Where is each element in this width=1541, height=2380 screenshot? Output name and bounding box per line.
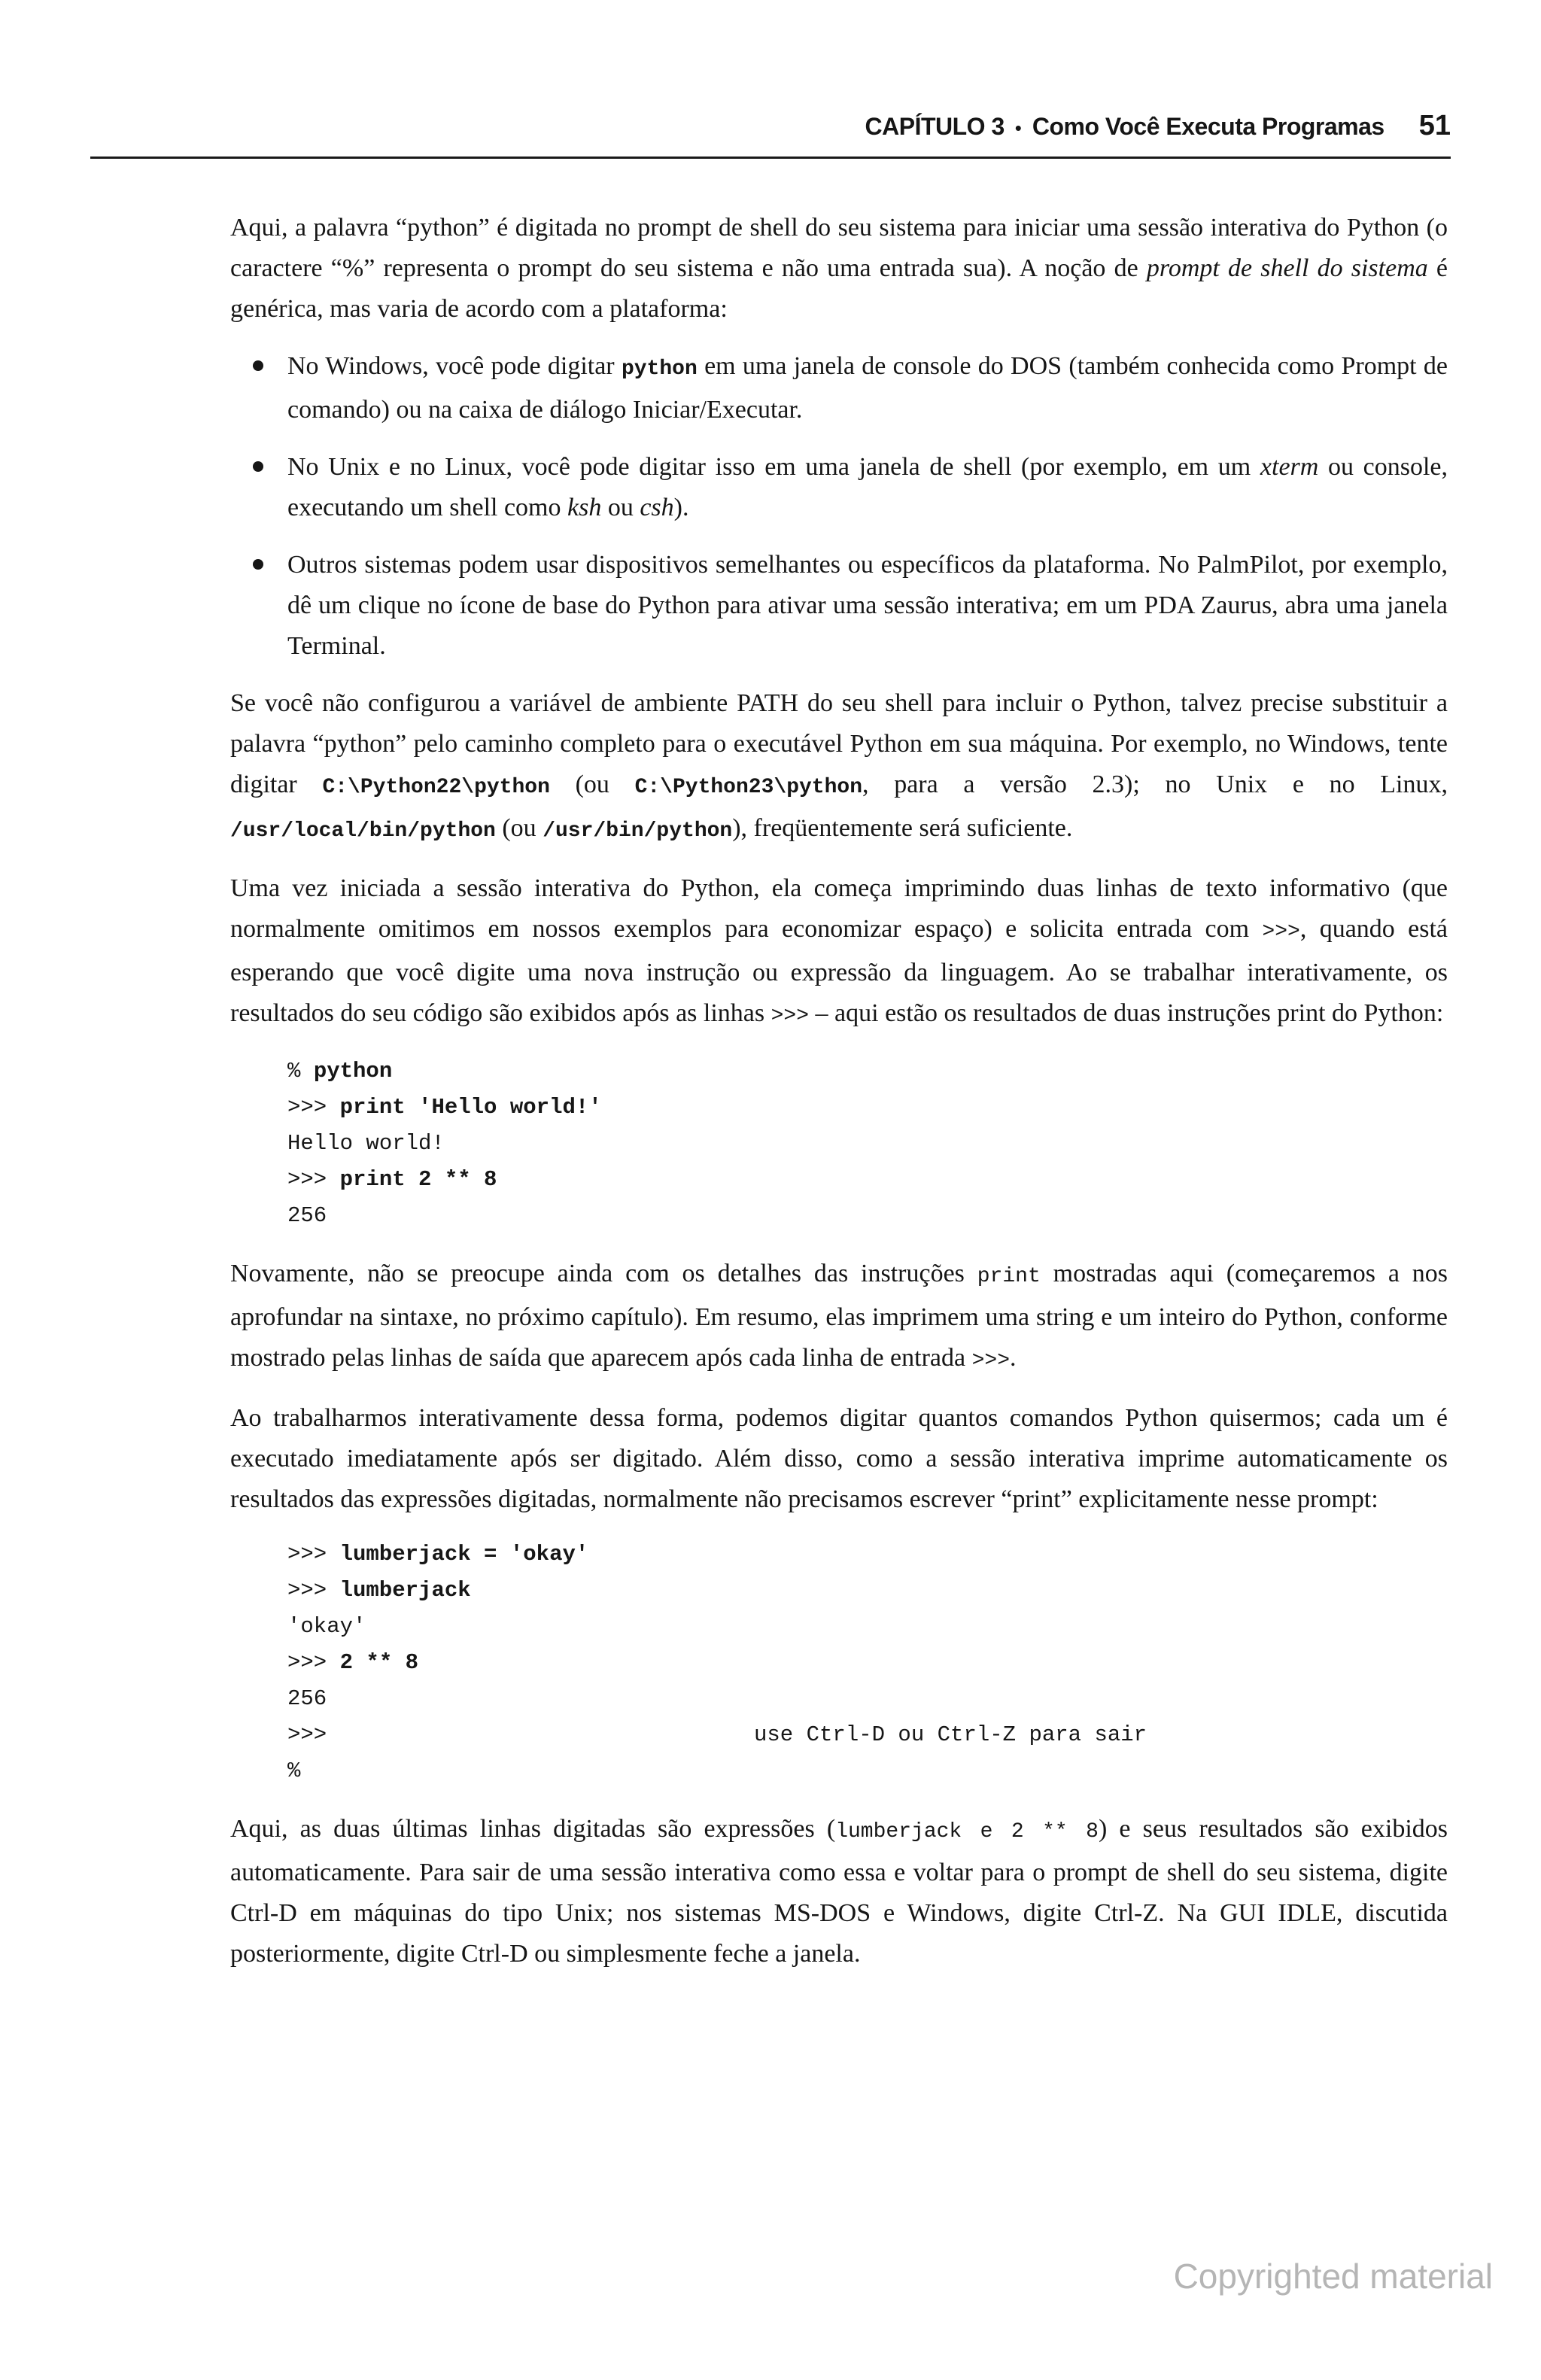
text-run: – aqui estão os resultados de duas instruções print do Python: xyxy=(809,999,1444,1027)
list-item-unix xyxy=(230,447,1448,528)
code-line xyxy=(287,1053,1448,1090)
text-run: Uma vez iniciada a sessão interativa do Python, ela começa imprimindo duas linhas de texto informativo (que normalmente omitimos em nossos exemplos para economizar espaço) e solicita entrada com xyxy=(230,874,1448,943)
code-prompt: >>> xyxy=(287,1650,340,1675)
text-run: é genérica, mas varia de acordo com a plataforma: xyxy=(230,254,1448,323)
text-run: No Windows, você pode digitar xyxy=(287,352,622,380)
code-line xyxy=(287,1126,1448,1162)
text-run: ou console, executando um shell como xyxy=(287,453,1448,521)
code-line xyxy=(287,1753,1448,1789)
running-head xyxy=(90,110,1451,159)
text-run: ). xyxy=(673,494,689,521)
italic-term: csh xyxy=(640,494,674,521)
text-run: Se você não configurou a variável de ambiente PATH do seu shell para incluir o Python, talvez precise substituir a palavra “python” pelo caminho completo para o executável Python em sua máquina. Por exemplo, no Windows, tente digitar xyxy=(230,689,1448,798)
text-run: ou xyxy=(601,494,640,521)
inline-code: >>> xyxy=(971,1349,1011,1372)
code-line xyxy=(287,1537,1448,1573)
list-item-windows xyxy=(230,346,1448,430)
code-command: print 'Hello world!' xyxy=(339,1095,602,1120)
header-separator: • xyxy=(1014,117,1022,139)
code-comment: use Ctrl-D ou Ctrl-Z para sair xyxy=(754,1722,1147,1747)
paragraph-intro xyxy=(230,208,1448,330)
text-run: mostradas aqui (começaremos a nos aprofundar na sintaxe, no próximo capítulo). Em resumo, elas imprimem uma string e um inteiro do Python, conforme mostrado pelas linhas de saída que aparecem após cada linha de entrada xyxy=(230,1260,1448,1372)
chapter-title: Como Você Executa Programas xyxy=(1032,113,1384,140)
code-line xyxy=(287,1162,1448,1198)
code-line xyxy=(287,1645,1448,1681)
paragraph-interactive-session xyxy=(230,868,1448,1037)
paragraph-exit-session xyxy=(230,1809,1448,1974)
code-prompt: >>> xyxy=(287,1722,327,1747)
code-prompt: >>> xyxy=(287,1095,340,1120)
text-run: . xyxy=(1010,1344,1017,1372)
inline-code: C:\Python22\python xyxy=(322,776,550,799)
code-command: 2 ** 8 xyxy=(339,1650,419,1675)
code-output: 256 xyxy=(287,1203,327,1228)
italic-term: prompt de shell do sistema xyxy=(1146,254,1428,282)
inline-code: >>> xyxy=(1262,920,1300,944)
italic-term: xterm xyxy=(1260,453,1319,481)
inline-code: >>> xyxy=(770,1005,810,1028)
code-line xyxy=(287,1090,1448,1126)
code-command: print 2 ** 8 xyxy=(339,1167,497,1192)
text-run: Ao trabalharmos interativamente dessa forma, podemos digitar quantos comandos Python quisermos; cada um é executado imediatamente após ser digitado. Além disso, como a sessão interativa imprime automaticamente os resultados das expressões digitadas, normalmente não precisamos escrever “print” explicitamente nesse prompt: xyxy=(230,1404,1448,1513)
inline-code: /usr/bin/python xyxy=(543,819,733,843)
text-run: ) e seus resultados são exibidos automaticamente. Para sair de uma sessão interativa como essa e voltar para o prompt de shell do seu sistema, digite Ctrl-D em máquinas do tipo Unix; nos sistemas MS-DOS e Windows, digite Ctrl-Z. Na GUI IDLE, discutida posteriormente, digite Ctrl-D ou simplesmente feche a janela. xyxy=(230,1815,1448,1968)
code-listing-hello xyxy=(287,1053,1448,1234)
code-line xyxy=(287,1609,1448,1645)
text-run: (ou xyxy=(549,771,635,798)
text-run: Aqui, as duas últimas linhas digitadas são expressões ( xyxy=(230,1815,836,1843)
copyright-watermark: Copyrighted material xyxy=(1173,2257,1493,2296)
inline-code: C:\Python23\python xyxy=(634,776,863,799)
code-output: % xyxy=(287,1758,301,1783)
inline-code: print xyxy=(977,1265,1041,1288)
page-number: 51 xyxy=(1418,110,1451,141)
text-run: Aqui, a palavra “python” é digitada no prompt de shell do seu sistema para iniciar uma sessão interativa do Python (o caractere “%” representa o prompt do seu sistema e não uma entrada sua). A noção de xyxy=(230,214,1448,282)
paragraph-path xyxy=(230,683,1448,852)
code-line xyxy=(287,1681,1448,1717)
code-line xyxy=(287,1198,1448,1234)
chapter-label: CAPÍTULO 3 xyxy=(865,113,1005,140)
paragraph-interactive-work xyxy=(230,1398,1448,1520)
code-prompt: >>> xyxy=(287,1542,340,1567)
code-command: lumberjack xyxy=(339,1578,471,1603)
inline-code: lumberjack e 2 ** 8 xyxy=(835,1820,1099,1844)
bullet-icon xyxy=(253,461,263,472)
inline-code: python xyxy=(621,357,698,381)
code-command: python xyxy=(313,1059,393,1084)
bullet-icon xyxy=(253,360,263,371)
code-prompt: >>> xyxy=(287,1167,340,1192)
text-run: Outros sistemas podem usar dispositivos semelhantes ou específicos da plataforma. No PalmPilot, por exemplo, dê um clique no ícone de base do Python para ativar uma sessão interativa; em um PDA Zaurus, abra uma janela Terminal. xyxy=(287,551,1448,660)
italic-term: ksh xyxy=(567,494,602,521)
code-output: Hello world! xyxy=(287,1131,445,1156)
text-run: , quando está esperando que você digite uma nova instrução ou expressão da linguagem. Ao se trabalhar interativamente, os resultados do seu código são exibidos após as linhas xyxy=(230,915,1448,1027)
text-run: ), freqüentemente será suficiente. xyxy=(732,814,1073,842)
list-item-other-systems xyxy=(230,545,1448,667)
code-command: lumberjack = 'okay' xyxy=(339,1542,589,1567)
platform-list xyxy=(230,346,1448,667)
code-prompt: % xyxy=(287,1059,314,1084)
text-run: Novamente, não se preocupe ainda com os detalhes das instruções xyxy=(230,1260,977,1287)
code-output: 'okay' xyxy=(287,1614,366,1639)
text-run: (ou xyxy=(495,814,543,842)
code-prompt: >>> xyxy=(287,1578,340,1603)
paragraph-print-note xyxy=(230,1254,1448,1381)
code-line xyxy=(287,1573,1448,1609)
text-run: , para a versão 2.3); no Unix e no Linux, xyxy=(862,771,1448,798)
code-output: 256 xyxy=(287,1686,327,1711)
text-run: No Unix e no Linux, você pode digitar isso em uma janela de shell (por exemplo, em um xyxy=(287,453,1260,481)
inline-code: /usr/local/bin/python xyxy=(230,819,496,843)
bullet-icon xyxy=(253,559,263,570)
page-body xyxy=(230,208,1448,1991)
code-line xyxy=(287,1717,1448,1753)
text-run: em uma janela de console do DOS (também conhecida como Prompt de comando) ou na caixa de diálogo Iniciar/Executar. xyxy=(287,352,1448,424)
code-listing-lumberjack xyxy=(287,1537,1448,1789)
